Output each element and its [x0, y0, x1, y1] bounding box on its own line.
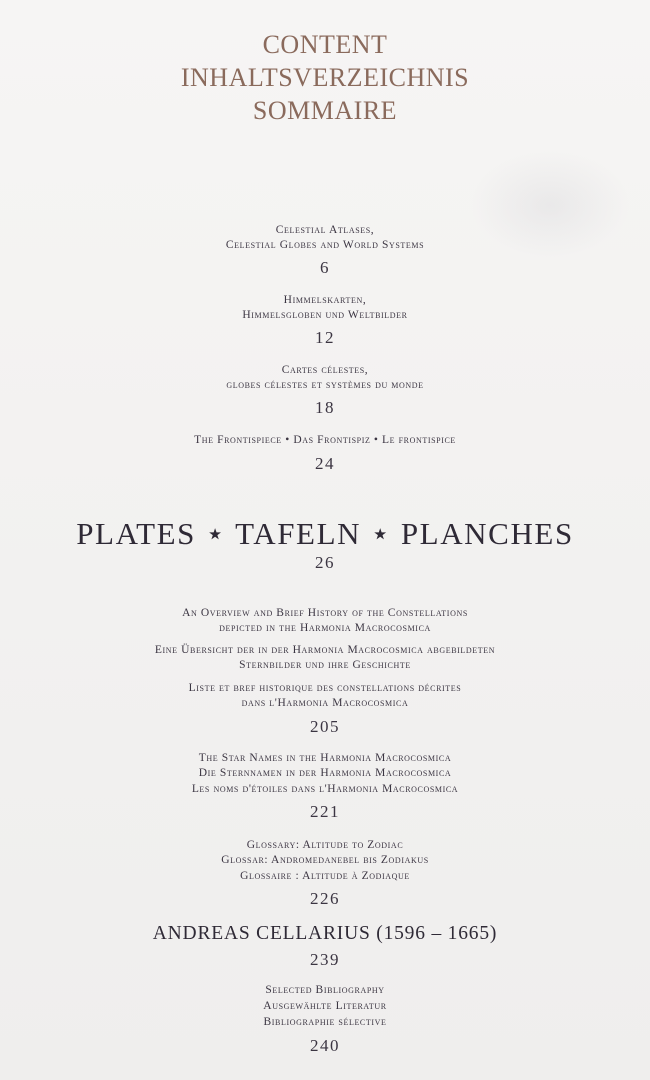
entry-celestial-line-1: Celestial Atlases,: [275, 224, 375, 236]
entry-frontispiece: The Frontispiece • Das Frontispiz • Le frontispice: [194, 434, 456, 446]
entry-cartes-line-2: globes célestes et systèmes du monde: [226, 379, 424, 391]
page-number-221: 221: [310, 802, 340, 821]
entry-cartes-line-1: Cartes célestes,: [281, 364, 369, 376]
entry-himmelskarten-line-2: Himmelsgloben und Weltbilder: [242, 309, 408, 321]
page-number-226: 226: [310, 889, 340, 908]
title-content: CONTENT: [262, 30, 388, 59]
page-number-26: 26: [315, 553, 335, 572]
entry-star-names-line-1: The Star Names in the Harmonia Macrocosmica: [198, 752, 452, 764]
entry-glossary-line-2: Glossar: Andromedanebel bis Zodiakus: [221, 854, 429, 866]
author-heading: ANDREAS CELLARIUS (1596 – 1665): [152, 923, 498, 944]
entry-glossary-line-1: Glossary: Altitude to Zodiac: [246, 839, 404, 851]
entry-himmelskarten-line-1: Himmelskarten,: [283, 294, 367, 306]
entry-celestial-line-2: Celestial Globes and World Systems: [225, 239, 425, 251]
page-number-205: 205: [310, 717, 340, 736]
page-number-18: 18: [315, 398, 335, 417]
entry-overview-line-3: Eine Übersicht der in der Harmonia Macrocosmica abgebildeten: [154, 644, 496, 656]
entry-bibliography-line-2: Ausgewählte Literatur: [263, 1000, 387, 1012]
title-sommaire: SOMMAIRE: [252, 96, 398, 125]
entry-bibliography-line-1: Selected Bibliography: [265, 984, 385, 996]
page-number-240: 240: [310, 1036, 340, 1055]
entry-star-names-line-3: Les noms d'étoiles dans l'Harmonia Macrocosmica: [191, 783, 459, 795]
page-number-6: 6: [320, 258, 330, 277]
entry-overview-line-5: Liste et bref historique des constellations décrites: [188, 682, 462, 694]
entry-glossary-line-3: Glossaire : Altitude à Zodiaque: [240, 870, 410, 882]
entry-bibliography-line-3: Bibliographie sélective: [263, 1016, 387, 1028]
page-number-239: 239: [310, 950, 340, 969]
plates-heading: PLATES ⋆ TAFELN ⋆ PLANCHES: [76, 516, 574, 551]
title-inhaltsverzeichnis: INHALTSVERZEICHNIS: [180, 63, 470, 92]
page-number-24: 24: [315, 454, 335, 473]
entry-overview-line-6: dans l'Harmonia Macrocosmica: [241, 697, 409, 709]
entry-overview-line-1: An Overview and Brief History of the Constellations: [182, 607, 468, 619]
entry-star-names-line-2: Die Sternnamen in der Harmonia Macrocosmica: [198, 767, 452, 779]
page-number-12: 12: [315, 328, 335, 347]
entry-overview-line-4: Sternbilder und ihre Geschichte: [239, 659, 411, 671]
entry-overview-line-2: depicted in the Harmonia Macrocosmica: [219, 622, 431, 634]
